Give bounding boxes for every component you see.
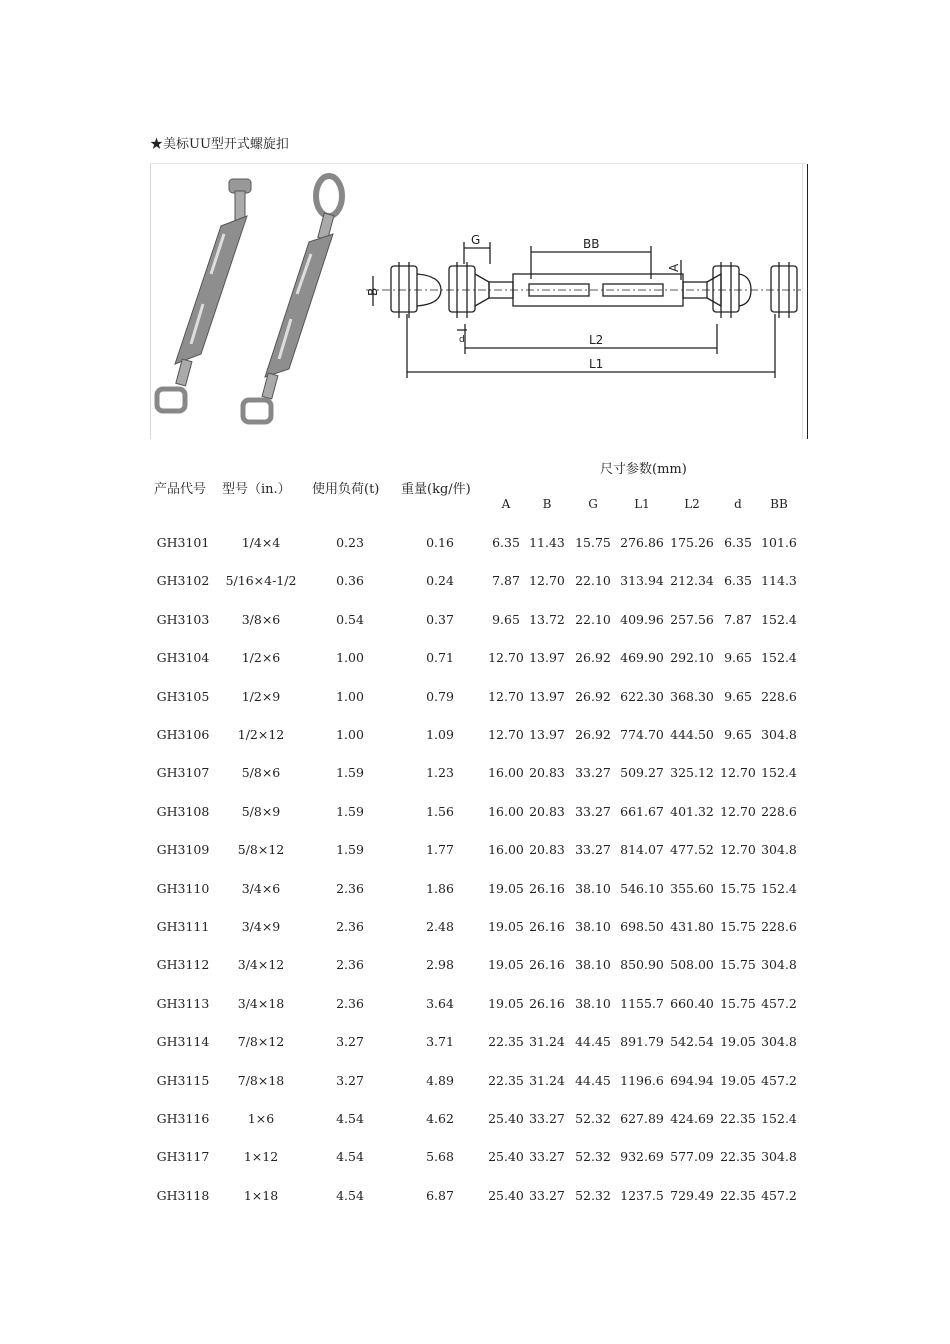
cell-b: 20.83	[529, 803, 565, 819]
table-row	[0, 1149, 950, 1169]
cell-weight: 5.68	[426, 1149, 454, 1165]
cell-load: 4.54	[336, 1111, 364, 1126]
cell-a: 19.05	[488, 880, 524, 896]
cell-code: GH3108	[156, 803, 210, 819]
cell-l1: 546.10	[620, 880, 664, 896]
cell-model: 3/4×18	[237, 995, 285, 1011]
cell-a: 16.00	[488, 765, 524, 781]
turnbuckle-photo-2	[243, 176, 342, 422]
cell-code: GH3109	[156, 842, 210, 858]
cell-code: GH3107	[156, 765, 210, 781]
cell-g: 33.27	[575, 803, 611, 819]
cell-code: GH3103	[156, 611, 210, 627]
cell-load: 2.36	[336, 919, 364, 934]
cell-l1: 469.90	[620, 650, 664, 666]
cell-d: 6.35	[724, 573, 752, 589]
cell-a: 25.40	[488, 1111, 524, 1126]
header-dim-g: G	[588, 497, 598, 511]
cell-d: 9.65	[724, 650, 752, 666]
cell-bb: 457.2	[761, 1072, 797, 1088]
cell-weight: 0.37	[426, 611, 454, 627]
table-row	[0, 957, 950, 977]
cell-d: 9.65	[724, 727, 752, 742]
cell-d: 15.75	[720, 995, 756, 1011]
cell-bb: 304.8	[761, 1034, 797, 1050]
cell-code: GH3113	[156, 995, 210, 1011]
cell-g: 44.45	[575, 1072, 611, 1088]
header-dim-l1: L1	[634, 497, 650, 511]
table-row	[0, 573, 950, 593]
cell-load: 2.36	[336, 957, 364, 973]
cell-a: 7.87	[492, 573, 520, 589]
cell-d: 19.05	[720, 1034, 756, 1050]
cell-l1: 276.86	[620, 535, 664, 550]
cell-model: 3/4×9	[241, 919, 281, 934]
cell-a: 25.40	[488, 1149, 524, 1165]
cell-bb: 152.4	[761, 611, 797, 627]
cell-g: 52.32	[575, 1149, 611, 1165]
cell-load: 0.54	[336, 611, 364, 627]
dim-label-g: G	[471, 233, 481, 247]
cell-g: 52.32	[575, 1111, 611, 1126]
cell-b: 26.16	[529, 919, 565, 934]
cell-model: 5/16×4-1/2	[225, 573, 297, 589]
cell-code: GH3114	[156, 1034, 210, 1050]
cell-l2: 542.54	[670, 1034, 714, 1050]
cell-load: 3.27	[336, 1072, 364, 1088]
header-weight: 重量(kg/件)	[401, 482, 471, 497]
cell-l1: 627.89	[620, 1111, 664, 1126]
cell-d: 6.35	[724, 535, 752, 550]
cell-weight: 1.23	[426, 765, 454, 781]
cell-l1: 409.96	[620, 611, 664, 627]
cell-l2: 175.26	[670, 535, 714, 550]
cell-l2: 368.30	[670, 688, 714, 704]
cell-code: GH3106	[156, 727, 210, 742]
cell-bb: 114.3	[761, 573, 797, 589]
cell-b: 33.27	[529, 1111, 565, 1126]
cell-l1: 774.70	[620, 727, 664, 742]
cell-l2: 257.56	[670, 611, 714, 627]
cell-a: 6.35	[492, 535, 520, 550]
turnbuckle-photo-1	[157, 179, 251, 411]
cell-load: 1.00	[336, 688, 364, 704]
cell-model: 1×12	[243, 1149, 279, 1165]
cell-g: 38.10	[575, 880, 611, 896]
cell-weight: 2.98	[426, 957, 454, 973]
cell-b: 26.16	[529, 957, 565, 973]
cell-d: 7.87	[724, 611, 752, 627]
cell-a: 16.00	[488, 803, 524, 819]
table-row	[0, 765, 950, 785]
cell-a: 22.35	[488, 1034, 524, 1050]
cell-a: 12.70	[488, 727, 524, 742]
cell-l1: 698.50	[620, 919, 664, 934]
cell-g: 22.10	[575, 573, 611, 589]
dim-label-d: d	[459, 335, 465, 345]
cell-model: 1/2×6	[241, 650, 281, 666]
cell-load: 1.59	[336, 842, 364, 858]
cell-l1: 1196.6	[620, 1072, 664, 1088]
header-dim-b: B	[542, 497, 552, 511]
cell-l2: 477.52	[670, 842, 714, 858]
cell-bb: 152.4	[761, 1111, 797, 1126]
cell-l2: 424.69	[670, 1111, 714, 1126]
cell-weight: 1.56	[426, 803, 454, 819]
cell-model: 3/4×12	[237, 957, 285, 973]
cell-b: 20.83	[529, 765, 565, 781]
header-dim-d: d	[734, 497, 742, 511]
cell-weight: 3.71	[426, 1034, 454, 1050]
table-row	[0, 612, 950, 632]
cell-code: GH3117	[156, 1149, 210, 1165]
dim-label-a: A	[667, 263, 681, 272]
cell-load: 4.54	[336, 1187, 364, 1203]
cell-b: 13.97	[529, 650, 565, 666]
cell-d: 22.35	[720, 1187, 756, 1203]
header-dim-l2: L2	[684, 497, 700, 511]
cell-load: 1.59	[336, 765, 364, 781]
cell-code: GH3115	[156, 1072, 210, 1088]
cell-b: 33.27	[529, 1187, 565, 1203]
cell-model: 3/4×6	[241, 880, 281, 896]
cell-load: 3.27	[336, 1034, 364, 1050]
cell-d: 15.75	[720, 880, 756, 896]
cell-model: 1/2×12	[237, 727, 285, 742]
cell-d: 19.05	[720, 1072, 756, 1088]
cell-model: 1/2×9	[241, 688, 281, 704]
cell-weight: 0.16	[426, 535, 454, 550]
dimension-drawing	[366, 242, 801, 378]
cell-model: 7/8×12	[237, 1034, 285, 1050]
table-row	[0, 919, 950, 939]
cell-b: 13.72	[529, 611, 565, 627]
cell-code: GH3112	[156, 957, 210, 973]
cell-load: 2.36	[336, 995, 364, 1011]
cell-l1: 932.69	[620, 1149, 664, 1165]
header-dims-group: 尺寸参数(mm)	[600, 462, 687, 477]
cell-bb: 228.6	[761, 919, 797, 934]
header-code: 产品代号	[154, 482, 207, 497]
table-row	[0, 650, 950, 670]
cell-l2: 431.80	[670, 919, 714, 934]
cell-g: 33.27	[575, 842, 611, 858]
cell-l2: 292.10	[670, 650, 714, 666]
cell-model: 1/4×4	[241, 535, 281, 550]
cell-l1: 891.79	[620, 1034, 664, 1050]
cell-bb: 304.8	[761, 957, 797, 973]
dim-label-bb: BB	[583, 237, 600, 251]
cell-g: 38.10	[575, 995, 611, 1011]
header-dim-bb: BB	[770, 497, 788, 511]
cell-bb: 304.8	[761, 842, 797, 858]
cell-l2: 577.09	[670, 1149, 714, 1165]
cell-model: 5/8×9	[241, 803, 281, 819]
cell-l1: 1237.5	[620, 1187, 664, 1203]
cell-load: 1.59	[336, 803, 364, 819]
cell-weight: 0.71	[426, 650, 454, 666]
table-row	[0, 842, 950, 862]
cell-b: 13.97	[529, 688, 565, 704]
page-title: ★美标UU型开式螺旋扣	[150, 137, 289, 152]
cell-code: GH3118	[156, 1187, 210, 1203]
table-row	[0, 1111, 950, 1131]
turnbuckle-drawing	[151, 164, 806, 439]
cell-weight: 1.09	[426, 727, 454, 742]
cell-bb: 304.8	[761, 727, 797, 742]
cell-d: 12.70	[720, 842, 756, 858]
cell-a: 19.05	[488, 995, 524, 1011]
cell-load: 4.54	[336, 1149, 364, 1165]
cell-g: 26.92	[575, 650, 611, 666]
cell-l1: 313.94	[620, 573, 664, 589]
cell-a: 19.05	[488, 957, 524, 973]
cell-model: 1×6	[247, 1111, 275, 1126]
cell-code: GH3111	[156, 919, 210, 934]
cell-code: GH3105	[156, 688, 210, 704]
cell-b: 12.70	[529, 573, 565, 589]
cell-b: 11.43	[529, 535, 565, 550]
header-dim-a: A	[501, 497, 511, 511]
cell-g: 22.10	[575, 611, 611, 627]
cell-b: 31.24	[529, 1072, 565, 1088]
cell-l2: 444.50	[670, 727, 714, 742]
cell-model: 5/8×6	[241, 765, 281, 781]
cell-a: 9.65	[492, 611, 520, 627]
cell-weight: 6.87	[426, 1187, 454, 1203]
cell-model: 3/8×6	[241, 611, 281, 627]
table-row	[0, 1034, 950, 1054]
cell-d: 12.70	[720, 803, 756, 819]
cell-bb: 457.2	[761, 995, 797, 1011]
cell-weight: 1.86	[426, 880, 454, 896]
cell-g: 44.45	[575, 1034, 611, 1050]
cell-bb: 228.6	[761, 803, 797, 819]
cell-model: 5/8×12	[237, 842, 285, 858]
cell-a: 22.35	[488, 1072, 524, 1088]
cell-b: 31.24	[529, 1034, 565, 1050]
cell-g: 33.27	[575, 765, 611, 781]
cell-weight: 1.77	[426, 842, 454, 858]
cell-b: 13.97	[529, 727, 565, 742]
cell-code: GH3116	[156, 1111, 210, 1126]
cell-l2: 729.49	[670, 1187, 714, 1203]
cell-l2: 212.34	[670, 573, 714, 589]
cell-a: 16.00	[488, 842, 524, 858]
cell-d: 15.75	[720, 957, 756, 973]
cell-a: 12.70	[488, 650, 524, 666]
cell-bb: 152.4	[761, 880, 797, 896]
cell-weight: 3.64	[426, 995, 454, 1011]
cell-b: 20.83	[529, 842, 565, 858]
cell-g: 38.10	[575, 919, 611, 934]
cell-model: 1×18	[243, 1187, 279, 1203]
cell-load: 0.36	[336, 573, 364, 589]
cell-b: 26.16	[529, 880, 565, 896]
header-model: 型号（in.）	[222, 482, 291, 497]
cell-load: 1.00	[336, 650, 364, 666]
cell-bb: 101.6	[761, 535, 797, 550]
table-row	[0, 804, 950, 824]
cell-a: 12.70	[488, 688, 524, 704]
cell-bb: 152.4	[761, 650, 797, 666]
table-row	[0, 1073, 950, 1093]
cell-l1: 850.90	[620, 957, 664, 973]
cell-code: GH3102	[156, 573, 210, 589]
table-row	[0, 727, 950, 747]
cell-d: 9.65	[724, 688, 752, 704]
table-row	[0, 996, 950, 1016]
cell-d: 22.35	[720, 1111, 756, 1126]
cell-l2: 508.00	[670, 957, 714, 973]
cell-model: 7/8×18	[237, 1072, 285, 1088]
cell-l1: 509.27	[620, 765, 664, 781]
cell-g: 26.92	[575, 727, 611, 742]
cell-load: 0.23	[336, 535, 364, 550]
cell-b: 26.16	[529, 995, 565, 1011]
table-row	[0, 1188, 950, 1208]
cell-d: 15.75	[720, 919, 756, 934]
table-row	[0, 689, 950, 709]
cell-d: 22.35	[720, 1149, 756, 1165]
cell-l2: 660.40	[670, 995, 714, 1011]
cell-a: 25.40	[488, 1187, 524, 1203]
cell-a: 19.05	[488, 919, 524, 934]
cell-load: 1.00	[336, 727, 364, 742]
cell-l1: 661.67	[620, 803, 664, 819]
cell-g: 26.92	[575, 688, 611, 704]
cell-weight: 2.48	[426, 919, 454, 934]
cell-l2: 401.32	[670, 803, 714, 819]
cell-code: GH3104	[156, 650, 210, 666]
header-load: 使用负荷(t)	[312, 482, 380, 497]
cell-code: GH3110	[156, 880, 210, 896]
dim-label-l1: L1	[589, 357, 604, 371]
cell-load: 2.36	[336, 880, 364, 896]
cell-d: 12.70	[720, 765, 756, 781]
cell-l2: 325.12	[670, 765, 714, 781]
product-figure	[150, 163, 806, 439]
cell-l1: 622.30	[620, 688, 664, 704]
cell-bb: 304.8	[761, 1149, 797, 1165]
cell-l2: 355.60	[670, 880, 714, 896]
dim-label-l2: L2	[589, 333, 604, 347]
cell-g: 15.75	[575, 535, 611, 550]
cell-weight: 0.79	[426, 688, 454, 704]
dim-label-b: B	[366, 287, 380, 296]
cell-g: 52.32	[575, 1187, 611, 1203]
cell-l1: 1155.7	[620, 995, 664, 1011]
cell-b: 33.27	[529, 1149, 565, 1165]
cell-l2: 694.94	[670, 1072, 714, 1088]
cell-bb: 457.2	[761, 1187, 797, 1203]
cell-bb: 228.6	[761, 688, 797, 704]
cell-code: GH3101	[156, 535, 210, 550]
cell-bb: 152.4	[761, 765, 797, 781]
table-row	[0, 881, 950, 901]
cell-g: 38.10	[575, 957, 611, 973]
cell-weight: 0.24	[426, 573, 454, 589]
cell-weight: 4.62	[426, 1111, 454, 1126]
cell-weight: 4.89	[426, 1072, 454, 1088]
table-row	[0, 535, 950, 555]
cell-l1: 814.07	[620, 842, 664, 858]
